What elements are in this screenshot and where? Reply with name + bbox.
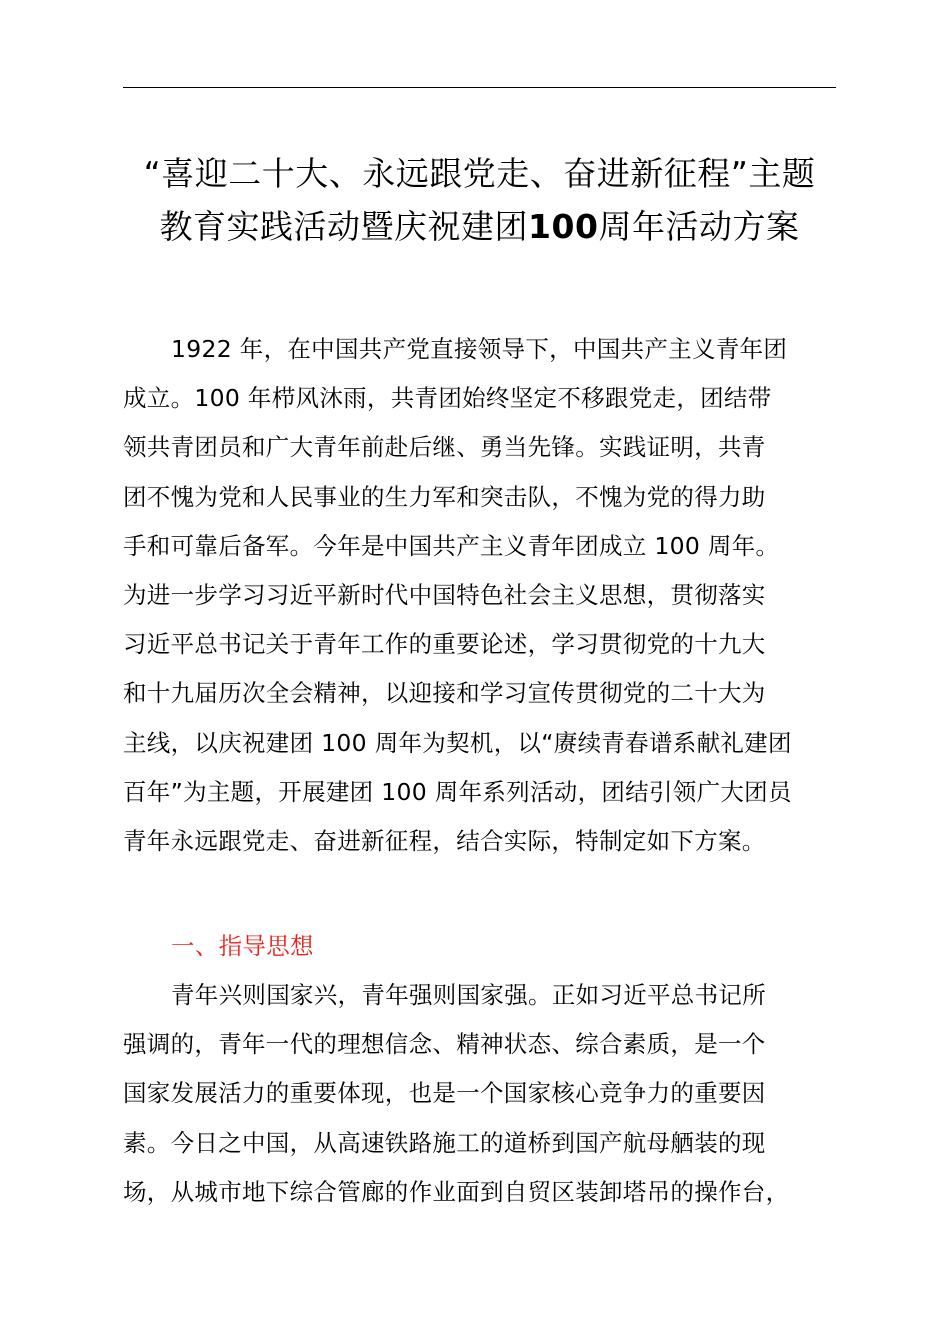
section1-paragraph — [123, 971, 836, 1217]
text-line: 习近平总书记关于青年工作的重要论述，学习贯彻党的十九大 — [123, 630, 766, 659]
text-line: 领共青团员和广大青年前赴后继、勇当先锋。实践证明，共青 — [123, 433, 766, 462]
title-line-2-text-a: 教育实践活动暨庆祝建团 — [159, 207, 529, 246]
text-line: 场，从城市地下综合管廊的作业面到自贸区装卸塔吊的操作台， — [123, 1177, 790, 1206]
text-line: 青年兴则国家兴，青年强则国家强。正如习近平总书记所 — [171, 981, 766, 1009]
title-line-2 — [123, 200, 836, 253]
text-line: 青年永远跟党走、奋进新征程，结合实际，特制定如下方案。 — [123, 826, 766, 855]
document-title — [123, 147, 836, 253]
text-line: 为进一步学习习近平新时代中国特色社会主义思想，贯彻落实 — [123, 580, 766, 609]
intro-paragraph — [123, 325, 836, 866]
text-line: 团不愧为党和人民事业的生力军和突击队，不愧为党的得力助 — [123, 482, 766, 511]
title-line-2-text-b: 周年活动方案 — [598, 207, 800, 246]
title-line-1: “喜迎二十大、永远跟党走、奋进新征程”主题 — [143, 154, 816, 193]
text-line: 和十九届历次全会精神，以迎接和学习宣传贯彻党的二十大为 — [123, 679, 766, 708]
text-line: 手和可靠后备军。今年是中国共产主义青年团成立 100 周年。 — [123, 531, 780, 560]
header-rule — [123, 87, 836, 88]
text-line: 国家发展活力的重要体现，也是一个国家核心竞争力的重要因 — [123, 1079, 766, 1108]
text-line: 素。今日之中国，从高速铁路施工的道桥到国产航母舾装的现 — [123, 1128, 766, 1157]
text-line: 成立。100 年栉风沐雨，共青团始终坚定不移跟党走，团结带 — [123, 384, 772, 413]
section-heading-guiding-ideology: 一、指导思想 — [171, 932, 314, 960]
title-line-2-number: 100 — [528, 207, 599, 246]
text-line: 1922 年，在中国共产党直接领导下，中国共产主义青年团 — [171, 335, 788, 363]
text-line: 强调的，青年一代的理想信念、精神状态、综合素质，是一个 — [123, 1030, 766, 1059]
text-line: 主线，以庆祝建团 100 周年为契机，以“赓续青春谱系献礼建团 — [123, 728, 792, 757]
text-line: 百年”为主题，开展建团 100 周年系列活动，团结引领广大团员 — [123, 777, 792, 806]
